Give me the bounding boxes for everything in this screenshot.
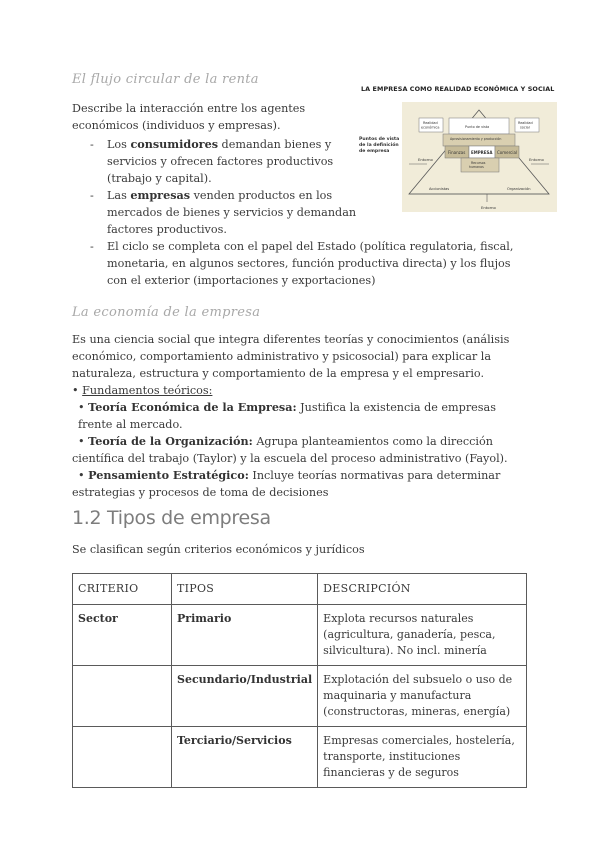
tipos-subtitle: Se clasifican según criterios económicos y jurídicos (72, 543, 365, 556)
list-item: • Pensamiento Estratégico: Incluye teorías normativas para determinar estrategias y procesos de toma de decisiones (72, 468, 501, 499)
empresa-diagram-figure (357, 82, 557, 212)
recursos-humanos-label: Recursos humanos (469, 161, 486, 169)
section-heading-economia-empresa: La economía de la empresa (72, 305, 261, 320)
entorno-bottom-label: Entorno (481, 205, 496, 210)
realidad-social-label: Realidad social (518, 121, 533, 130)
table-cell: Terciario/Servicios (172, 727, 318, 788)
table-cell: Secundario/Industrial (172, 666, 318, 727)
economia-paragraph: Es una ciencia social que integra diferentes teorías y conocimientos (análisis económico, comportamiento administrativo y psicosocial) para explicar la naturaleza, estructura y comportamiento de la empresa y el empresario. (72, 333, 510, 380)
left-note-line: de la definición (359, 143, 399, 148)
table-header-cell: CRITERIO (73, 574, 172, 605)
list-item: • Teoría Económica de la Empresa: Justifica la existencia de empresas frente al mercado. (78, 400, 496, 431)
list-item: - El ciclo se completa con el papel del Estado (política regulatoria, fiscal, monetaria, en algunos sectores, función productiva directa) y los flujos con el exterior (importaciones y exportaciones) (90, 238, 527, 289)
section-heading-flujo-circular: El flujo circular de la renta (72, 72, 259, 87)
table-row (73, 605, 527, 666)
left-note-line: de empresa (359, 149, 390, 154)
empresa-label: EMPRESA (471, 150, 493, 155)
entorno-left-label: Entorno (418, 157, 433, 162)
empresa-diagram (357, 82, 557, 212)
fundamentos-list (72, 382, 532, 501)
aprovisionamiento-label: Aprovisionamiento y producción (450, 137, 502, 141)
flujo-intro: Describe la interacción entre los agentes económicos (individuos y empresas). (72, 102, 306, 132)
table-cell (73, 727, 172, 788)
entorno-right-label: Entorno (529, 157, 544, 162)
table-header-cell: TIPOS (172, 574, 318, 605)
accionistas-label: Accionistas (429, 187, 450, 191)
realidad-economica-label: Realidad económica (421, 121, 440, 130)
punto-de-vista-label: Punto de vista (465, 125, 490, 129)
table-header-cell: DESCRIPCIÓN (318, 574, 527, 605)
fundamentos-label: • Fundamentos teóricos: (72, 384, 213, 397)
table-cell: Primario (172, 605, 318, 666)
table-cell: Explota recursos naturales (agricultura, ganadería, pesca, silvicultura). No incl. minería (318, 605, 527, 666)
comercial-label: Comercial (497, 150, 518, 155)
finanzas-label: Finanzas (448, 150, 466, 155)
table-row (73, 666, 527, 727)
table-cell: Sector (73, 605, 172, 666)
table-cell: Empresas comerciales, hostelería, transporte, instituciones financieras y de seguros (318, 727, 527, 788)
figure-title: LA EMPRESA COMO REALIDAD ECONÓMICA Y SOCIAL (361, 85, 555, 93)
table-cell: Explotación del subsuelo o uso de maquinaria y manufactura (constructoras, mineras, energía) (318, 666, 527, 727)
list-item: • Teoría de la Organización: Agrupa planteamientos como la dirección científica del trabajo (Taylor) y la escuela del proceso administrativo (Fayol). (72, 434, 508, 465)
left-note-label (359, 136, 399, 154)
table-cell (73, 666, 172, 727)
organizacion-label: Organización (507, 187, 531, 191)
table-row (73, 727, 527, 788)
list-item: - Las empresas venden productos en los mercados de bienes y servicios y demandan factores productivos. (90, 187, 357, 238)
table-header-row (73, 574, 527, 605)
section-title-tipos: 1.2 Tipos de empresa (72, 507, 271, 529)
tipos-table (72, 573, 527, 788)
left-note-line: Puntos de vista (359, 137, 400, 142)
list-item: - Los consumidores demandan bienes y servicios y ofrecen factores productivos (trabajo y capital). (90, 136, 357, 187)
